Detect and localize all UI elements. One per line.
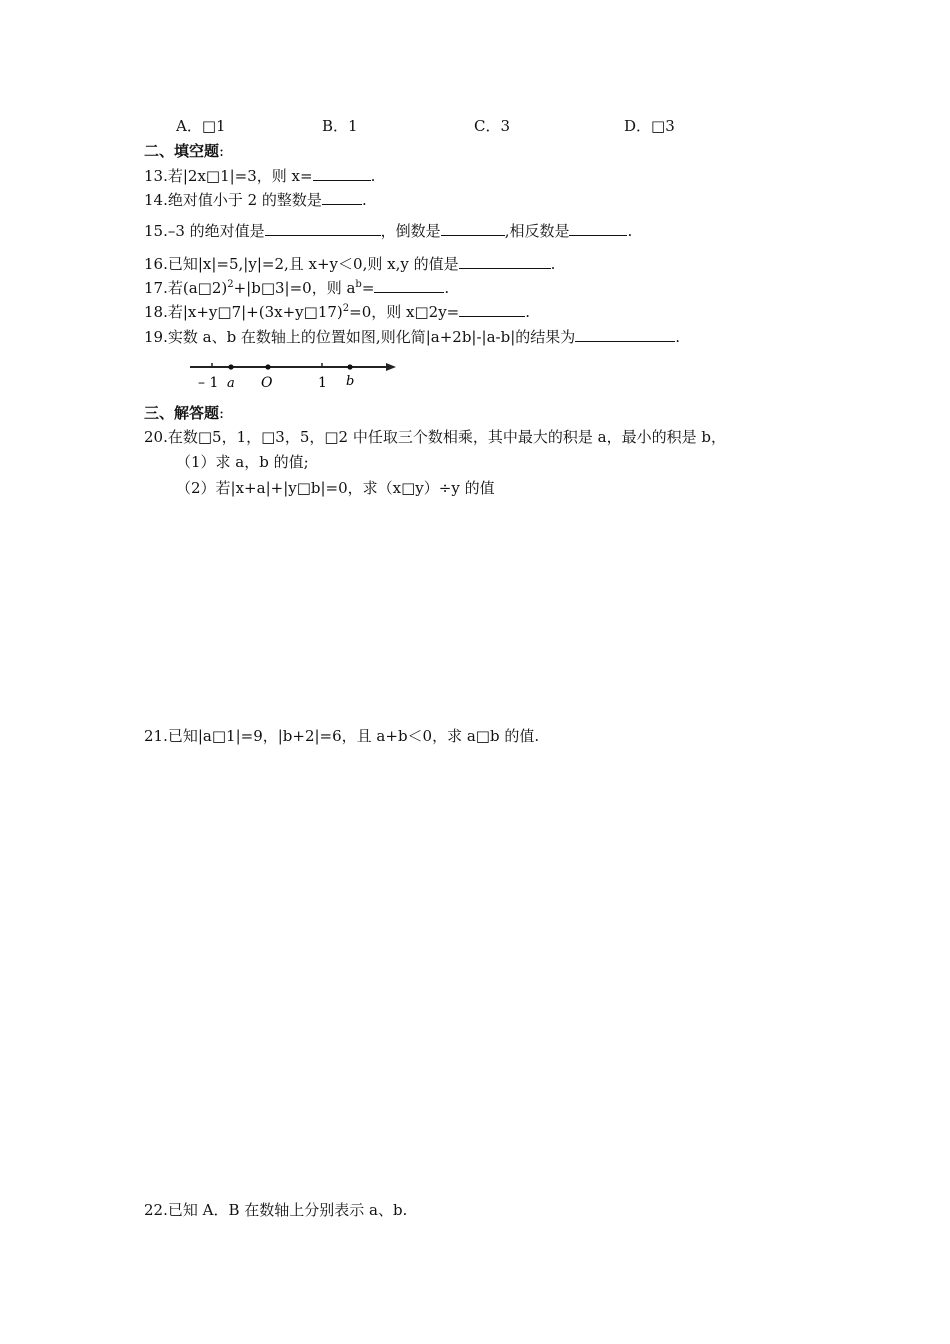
label-one: 1 bbox=[318, 375, 327, 391]
label-origin: O bbox=[261, 375, 273, 391]
question-16-end: . bbox=[550, 255, 556, 273]
question-22: 22.已知 A．B 在数轴上分别表示 a、b. bbox=[144, 1201, 408, 1219]
section-title-text: 三、解答题 bbox=[144, 404, 220, 422]
answer-blank-abs[interactable] bbox=[265, 221, 381, 236]
question-17-end: . bbox=[444, 279, 450, 297]
question-17-mid: +|b□3|=0，则 a bbox=[233, 279, 356, 297]
question-15 bbox=[144, 221, 632, 241]
option-a: A．□1 bbox=[176, 117, 226, 135]
superscript: 2 bbox=[227, 279, 234, 290]
question-15-end: . bbox=[627, 222, 633, 240]
question-18-end: . bbox=[525, 303, 531, 321]
question-14 bbox=[144, 190, 367, 210]
answer-blank[interactable] bbox=[374, 278, 444, 293]
question-16 bbox=[144, 254, 555, 274]
question-18-post: =0，则 x□2y= bbox=[349, 303, 460, 321]
question-15-mid2: ,相反数是 bbox=[504, 222, 570, 240]
section-title-text: 二、填空题 bbox=[144, 142, 220, 160]
label-minus-one: – 1 bbox=[198, 375, 219, 391]
question-20-part-1: （1）求 a，b 的值; bbox=[176, 453, 309, 471]
option-d: D．□3 bbox=[624, 117, 675, 135]
question-18-pre: 18.若|x+y□7|+(3x+y□17) bbox=[144, 303, 343, 321]
superscript: 2 bbox=[342, 303, 350, 314]
question-20-part-2: （2）若|x+a|+|y□b|=0，求（x□y）÷y 的值 bbox=[176, 479, 495, 497]
question-13-text: 13.若|2x□1|=3，则 x= bbox=[144, 167, 313, 185]
section-solve-title bbox=[144, 403, 224, 423]
label-a: a bbox=[227, 376, 235, 391]
number-line-figure bbox=[186, 357, 406, 393]
option-c: C．3 bbox=[474, 117, 511, 135]
question-16-text: 16.已知|x|=5,|y|=2,且 x+y＜0,则 x,y 的值是 bbox=[144, 255, 459, 273]
answer-blank-reciprocal[interactable] bbox=[441, 221, 505, 236]
section-title-colon: : bbox=[219, 142, 225, 160]
answer-blank[interactable] bbox=[459, 302, 525, 317]
question-17-post: = bbox=[361, 279, 375, 297]
question-17 bbox=[144, 278, 449, 298]
option-b: B．1 bbox=[322, 117, 358, 135]
question-17-pre: 17.若(a□2) bbox=[144, 279, 228, 297]
question-15-text: 15.–3 的绝对值是 bbox=[144, 222, 265, 240]
section-title-colon: : bbox=[219, 404, 225, 422]
question-13 bbox=[144, 166, 375, 186]
number-line-arrow bbox=[386, 363, 396, 371]
answer-blank[interactable] bbox=[575, 327, 675, 342]
question-19-text: 19.实数 a、b 在数轴上的位置如图,则化简|a+2b|-|a-b|的结果为 bbox=[144, 328, 576, 346]
question-18 bbox=[144, 302, 530, 322]
question-14-text: 14.绝对值小于 2 的整数是 bbox=[144, 191, 322, 209]
answer-blank[interactable] bbox=[313, 166, 371, 181]
point-b bbox=[347, 364, 352, 369]
question-19 bbox=[144, 327, 680, 347]
superscript: b bbox=[355, 279, 362, 290]
question-19-end: . bbox=[675, 328, 681, 346]
label-b: b bbox=[346, 374, 355, 389]
answer-blank[interactable] bbox=[322, 190, 362, 205]
question-15-mid1: ，倒数是 bbox=[380, 222, 441, 240]
question-14-end: . bbox=[361, 191, 367, 209]
section-fill-in-title bbox=[144, 141, 224, 161]
answer-blank[interactable] bbox=[459, 254, 551, 269]
question-21: 21.已知|a□1|=9，|b+2|=6，且 a+b＜0，求 a□b 的值. bbox=[144, 727, 540, 745]
question-20: 20.在数□5，1，□3，5，□2 中任取三个数相乘，其中最大的积是 a，最小的积是 b， bbox=[144, 428, 726, 446]
answer-blank-opposite[interactable] bbox=[569, 221, 627, 236]
point-a bbox=[228, 364, 233, 369]
point-origin bbox=[265, 364, 270, 369]
question-13-end: . bbox=[370, 167, 376, 185]
